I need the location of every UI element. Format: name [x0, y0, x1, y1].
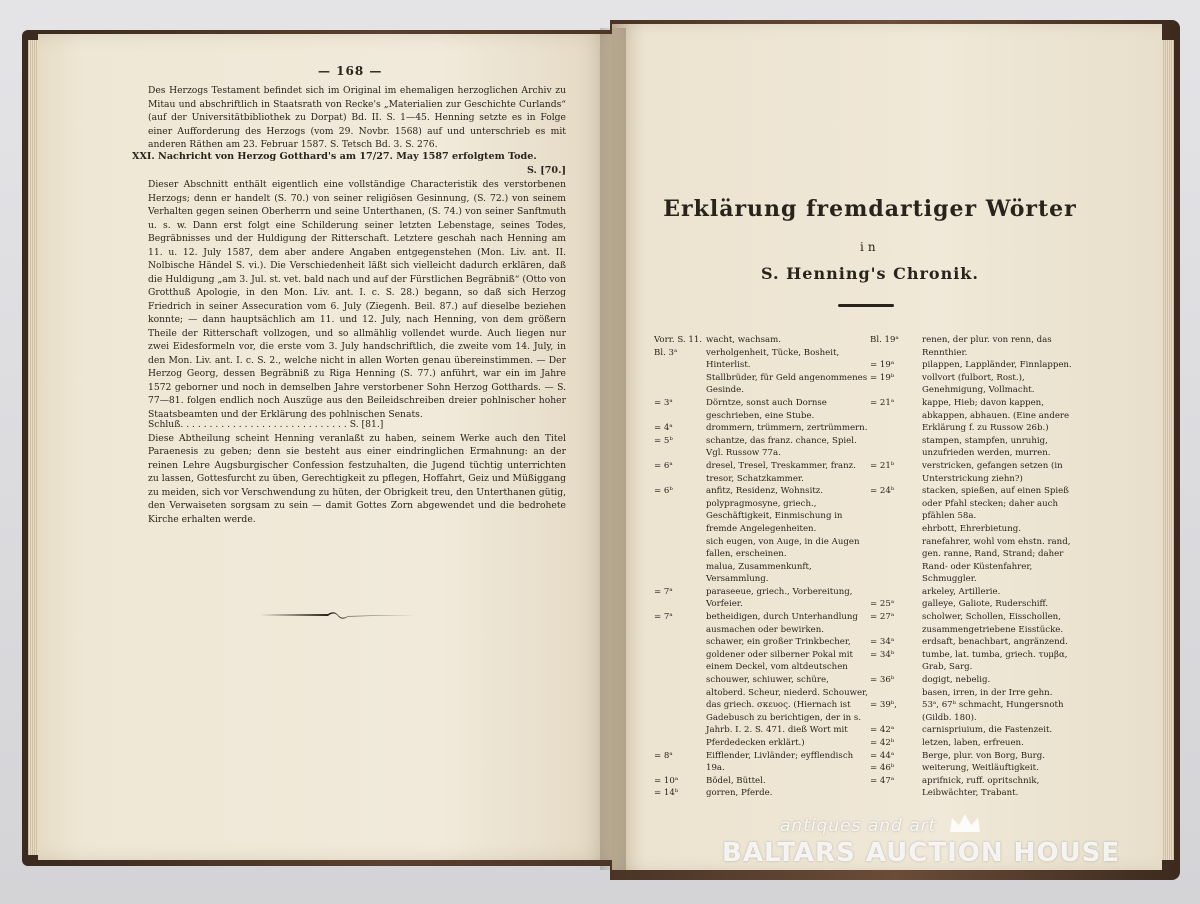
schluss-heading: Schluß. . . . . . . . . . . . . . . . . . . . . . . . . . . . . S. [81.]: [148, 419, 384, 430]
entry-definition: Berge, plur. von Borg, Burg.: [922, 750, 1046, 761]
paragraph-schluss: [148, 418, 566, 526]
book-gutter: [600, 28, 626, 870]
entry-definition: letzen, laben, erfreuen.: [922, 738, 1024, 748]
glossary-entry: [870, 372, 1082, 397]
glossary-entry: [870, 359, 1082, 372]
glossary-entry: [870, 636, 1082, 649]
glossary-entry: [654, 334, 868, 347]
watermark-tagline: antiques and art: [780, 816, 937, 836]
entry-definition: schawer, ein großer Trinkbecher, goldener oder silberner Pokal mit einem Deckel, vom altdeutschen schouwer, schiuwer, schüre, altoberd. Scheur, niederd. Schouwer, das griech. σκευος. (Hiernach ist Gadebusch zu berichtigen, der in s. Jahrb. I. 2. S. 471. dieß Wort mit Pferdedecken erklärt.): [706, 637, 868, 748]
entry-definition: scholwer, Schollen, Eisschollen, zusammengetriebene Eisstücke.: [922, 612, 1064, 635]
glossary-entry: [870, 687, 1082, 700]
glossary-entry: [870, 460, 1082, 485]
page-number: — 168 —: [318, 64, 383, 78]
paragraph-testament: Des Herzogs Testament befindet sich im Original im ehemaligen herzoglichen Archiv zu Mitau und abschriftlich in Staatsrath von Recke's „Materialien zur Geschichte Curlands“ (auf der Universitätbibliothek zu Dorpat) Bd. II. S. 1—45. Henning setzte es in Folge einer Aufforderung des Herzogs (vom 29. Novbr. 1568) auf und unterschrieb es mit anderen Räthen am 23. Februar 1587. S. Tetsch Bd. 3. S. 276.: [148, 85, 566, 150]
entry-ref: = 21ᵃ: [870, 397, 895, 408]
entry-ref: [654, 561, 706, 586]
entry-definition: Bödel, Büttel.: [706, 775, 766, 786]
entry-ref: = 42ᵃ: [870, 725, 895, 736]
entry-ref: = 24ᵇ: [870, 486, 895, 497]
entry-ref: = 42ᵇ: [870, 738, 895, 748]
entry-ref: [870, 523, 922, 536]
glossary-entry: [654, 435, 868, 460]
entry-definition: paraseeue, griech., Vorbereitung, Vorfeier.: [706, 586, 853, 610]
glossary-left-column: [654, 334, 868, 800]
glossary-entry: [654, 536, 868, 561]
glossary-entry: [654, 372, 868, 397]
entry-ref: = 5ᵇ: [654, 435, 673, 446]
glossary-subtitle: S. Henning's Chronik.: [761, 264, 979, 283]
entry-ref: [870, 435, 922, 460]
glossary-entry: [870, 435, 1082, 460]
entry-ref: = 3ᵃ: [654, 397, 673, 408]
paragraph-characteristic: Dieser Abschnitt enthält eigentlich eine vollständige Characteristik des verstorbenen Herzogs; denn er handelt (S. 70.) von seiner religiösen Gesinnung, (S. 72.) von seinem Verhalten gegen seinen Oberherrn und seine Unterthanen, (S. 74.) von seiner Sanftmuth u. s. w. Dann erst folgt eine Schilderung seiner letzten Lebenstage, seines Todes, Begräbnisses und der Huldigung der Ritterschaft. Letztere geschah nach Henning am 11. u. 12. July 1587, dem aber andere Angaben entgegenstehen (Mon. Liv. ant. II. Nolbische Händel S. vi.). Die Verschiedenheit läßt sich vielleicht dadurch erklären, daß die Huldigung „am 3. Jul. st. vet. bald nach und auf der Fürstlichen Begräbniß“ (Otto von Grotthuß Apologie, in den Mon. Liv. ant. I. c. S. 28.) begann, so daß sich Herzog Friedrich in seiner Assecuration vom 6. July (Ziegenh. Beil. 87.) auf dieselbe beziehen konnte; — dann hauptsächlich am 11. und 12. July, nach Henning, von dem größern Theile der Ritterschaft vollzogen, und so allmählig vollendet wurde. Auch liegen nur zwei Eidesformeln vor, die erste vom 3. July handschriftlich, die zweite vom 14. July, in den Mon. Liv. ant. I. c. S. 2., welche nicht in allen Worten genau übereinstimmen. — Der Herzog Georg, dessen Begräbniß zu Riga Henning (S. 77.) anführt, war ein im Jahre 1572 geborner und noch in demselben Jahre verstorbener Sohn Herzog Gotthards. — S. 77—81. folgen endlich noch Auszüge aus den Beileidschreiben dreier pohlnischer hoher Staatsbeamten und der Erklärung des pohlnischen Senats.: [148, 179, 566, 420]
entry-definition: dogigt, nebelig.: [922, 675, 991, 686]
entry-definition: erdsaft, benachbart, angränzend.: [922, 637, 1068, 648]
entry-definition: Stallbrüder, für Geld angenommenes Gesinde.: [706, 372, 868, 396]
glossary-entry: [870, 586, 1082, 599]
glossary-entry: [654, 775, 868, 788]
glossary-entry: [654, 750, 868, 775]
entry-definition: sich eugen, von Auge, in die Augen fallen, erscheinen.: [706, 536, 860, 560]
glossary-right-column: [870, 334, 1082, 800]
glossary-entry: [870, 536, 1082, 586]
glossary-entry: [654, 787, 868, 800]
glossary-entry: [870, 737, 1082, 750]
glossary-entry: [654, 561, 868, 586]
entry-definition: drommern, trümmern, zertrümmern.: [706, 423, 868, 434]
entry-ref: = 19ᵇ: [870, 372, 895, 383]
entry-definition: Dörntze, sonst auch Dornse geschrieben, eine Stube.: [706, 397, 827, 421]
entry-definition: malua, Zusammenkunft, Versammlung.: [706, 561, 812, 585]
page-edges-right: [1160, 40, 1174, 860]
entry-ref: = 27ᵃ: [870, 612, 895, 623]
glossary-entry: [654, 485, 868, 498]
entry-ref: = 34ᵃ: [870, 637, 895, 648]
entry-definition: renen, der plur. von renn, das Rennthier.: [922, 335, 1052, 358]
entry-definition: vollvort (fulbort, Rost.), Genehmigung, Vollmacht.: [922, 372, 1035, 396]
entry-definition: weiterung, Weitläuftigkeit.: [922, 763, 1039, 774]
entry-ref: [654, 536, 706, 561]
entry-ref: = 19ᵃ: [870, 360, 895, 371]
entry-definition: stampen, stampfen, unruhig, unzufrieden werden, murren.: [922, 435, 1051, 459]
entry-definition: tumbe, lat. tumba, griech. τυμβα, Grab, Sarg.: [922, 649, 1068, 673]
entry-ref: = 8ᵃ: [654, 750, 673, 761]
glossary-entry: [654, 636, 868, 749]
entry-ref: = 46ᵇ: [870, 763, 895, 774]
entry-ref: = 34ᵇ: [870, 649, 895, 660]
entry-ref: = 6ᵇ: [654, 486, 673, 497]
glossary-entry: [870, 334, 1082, 359]
entry-ref: = 4ᵃ: [654, 423, 673, 434]
glossary-entry: [654, 498, 868, 536]
entry-ref: [654, 372, 706, 397]
entry-ref: = 39ᵇ,: [870, 700, 898, 711]
entry-definition: kappe, Hieb; davon kappen, abkappen, abhauen. (Eine andere Erklärung f. zu Russow 26b.): [922, 397, 1070, 434]
glossary-title: Erklärung fremdartiger Wörter: [663, 196, 1077, 222]
glossary-entry: [654, 611, 868, 636]
title-rule: [838, 304, 894, 307]
glossary-entry: [870, 750, 1082, 763]
section-heading: [132, 150, 566, 177]
entry-definition: 53ᵃ, 67ᵇ schmacht, Hungersnoth (Gildb. 180).: [922, 700, 1064, 723]
crown-icon: [948, 812, 982, 834]
entry-ref: = 7ᵃ: [654, 612, 673, 623]
entry-ref: Bl. 3ᵃ: [654, 347, 678, 358]
ornament-divider: [258, 608, 418, 622]
entry-definition: basen, irren, in der Irre gehn.: [922, 687, 1053, 698]
entry-definition: ehrbott, Ehrerbietung.: [922, 523, 1021, 534]
glossary-entry: [870, 397, 1082, 435]
entry-ref: = 25ᵃ: [870, 599, 895, 610]
entry-definition: pilappen, Lappländer, Finnlappen.: [922, 360, 1072, 371]
glossary-entry: [654, 460, 868, 485]
glossary-entry: [870, 598, 1082, 611]
glossary-entry: [870, 775, 1082, 800]
entry-definition: stacken, spießen, auf einen Spieß oder Pfahl stecken; daher auch pfählen 58a.: [922, 486, 1069, 522]
entry-ref: Vorr. S. 11.: [654, 335, 703, 345]
entry-definition: anfitz, Residenz, Wohnsitz.: [706, 486, 824, 497]
glossary-entry: [870, 611, 1082, 636]
entry-definition: galleye, Galiote, Ruderschiff.: [922, 599, 1049, 610]
entry-definition: wacht, wachsam.: [706, 335, 781, 345]
entry-definition: Eifflender, Livländer; eyfflendisch 19a.: [706, 750, 854, 774]
entry-ref: = 14ᵇ: [654, 788, 679, 799]
glossary-entry: [870, 699, 1082, 724]
glossary-entry: [654, 397, 868, 422]
entry-ref: = 7ᵃ: [654, 586, 673, 597]
glossary-entry: [870, 724, 1082, 737]
glossary-entry: [870, 762, 1082, 775]
entry-definition: gorren, Pferde.: [706, 788, 773, 799]
glossary-entry: [870, 674, 1082, 687]
entry-definition: arkeley, Artillerie.: [922, 586, 1001, 597]
entry-ref: [870, 687, 922, 700]
entry-ref: = 36ᵇ: [870, 675, 895, 686]
entry-definition: verstricken, gefangen setzen (in Unterstrickung ziehn?): [922, 460, 1063, 484]
watermark-name: BALTARS AUCTION HOUSE: [722, 838, 1121, 868]
entry-definition: dresel, Tresel, Treskammer, franz. tresor, Schatzkammer.: [706, 460, 856, 484]
glossary-in: in: [860, 240, 880, 254]
entry-definition: carnispriuium, die Fastenzeit.: [922, 725, 1053, 736]
entry-ref: = 10ᵃ: [654, 775, 679, 786]
entry-ref: Bl. 19ᵃ: [870, 335, 899, 345]
schluss-text: Diese Abtheilung scheint Henning veranlaßt zu haben, seinem Werke auch den Titel Paraenesis zu geben; denn sie besteht aus einer eindringlichen Ermahnung: an der reinen Lehre Augsburgischer Confession festzuhalten, die Jugend tüchtig unterrichten zu lassen, Gottesfurcht zu üben, Gerechtigkeit zu pflegen, Hoffahrt, Geiz und Müßiggang zu meiden, sich vor Verschwendung zu hüten, der Obrigkeit treu, den Unterthanen gütig, den Verwaiseten sorgsam zu sein — damit Gottes Zorn abgewendet und die bedrohete Kirche erhalten werde.: [148, 432, 566, 525]
entry-definition: aprifnick, ruff. opritschnik, Leibwächter, Trabant.: [922, 775, 1040, 799]
entry-ref: [654, 498, 706, 536]
glossary-entry: [654, 347, 868, 372]
entry-ref: [654, 636, 706, 749]
entry-ref: [870, 586, 922, 599]
glossary-entry: [654, 586, 868, 611]
entry-ref: = 6ᵃ: [654, 460, 673, 471]
entry-definition: betheidigen, durch Unterhandlung ausmachen oder bewirken.: [706, 612, 858, 635]
glossary-entry: [654, 422, 868, 435]
glossary-entry: [870, 523, 1082, 536]
entry-ref: = 47ᵃ: [870, 775, 895, 786]
heading-page-ref: S. [70.]: [526, 164, 566, 176]
entry-definition: ranefahrer, wohl vom ehstn. rand, gen. ranne, Rand, Strand; daher Rand- oder Küstenfahrer, Schmuggler.: [922, 536, 1071, 585]
entry-ref: = 21ᵇ: [870, 460, 895, 471]
entry-definition: polypragmosyne, griech., Geschäftigkeit, Einmischung in fremde Angelegenheiten.: [706, 498, 843, 534]
glossary-entry: [870, 649, 1082, 674]
entry-definition: verholgenheit, Tücke, Bosheit, Hinterlist.: [706, 347, 840, 371]
entry-definition: schantze, das franz. chance, Spiel. Vgl. Russow 77a.: [706, 435, 857, 459]
entry-ref: = 44ᵃ: [870, 750, 895, 761]
entry-ref: [870, 536, 922, 586]
heading-text: XXI. Nachricht von Herzog Gotthard's am 17/27. May 1587 erfolgtem Tode.: [132, 151, 537, 162]
glossary-entry: [870, 485, 1082, 523]
